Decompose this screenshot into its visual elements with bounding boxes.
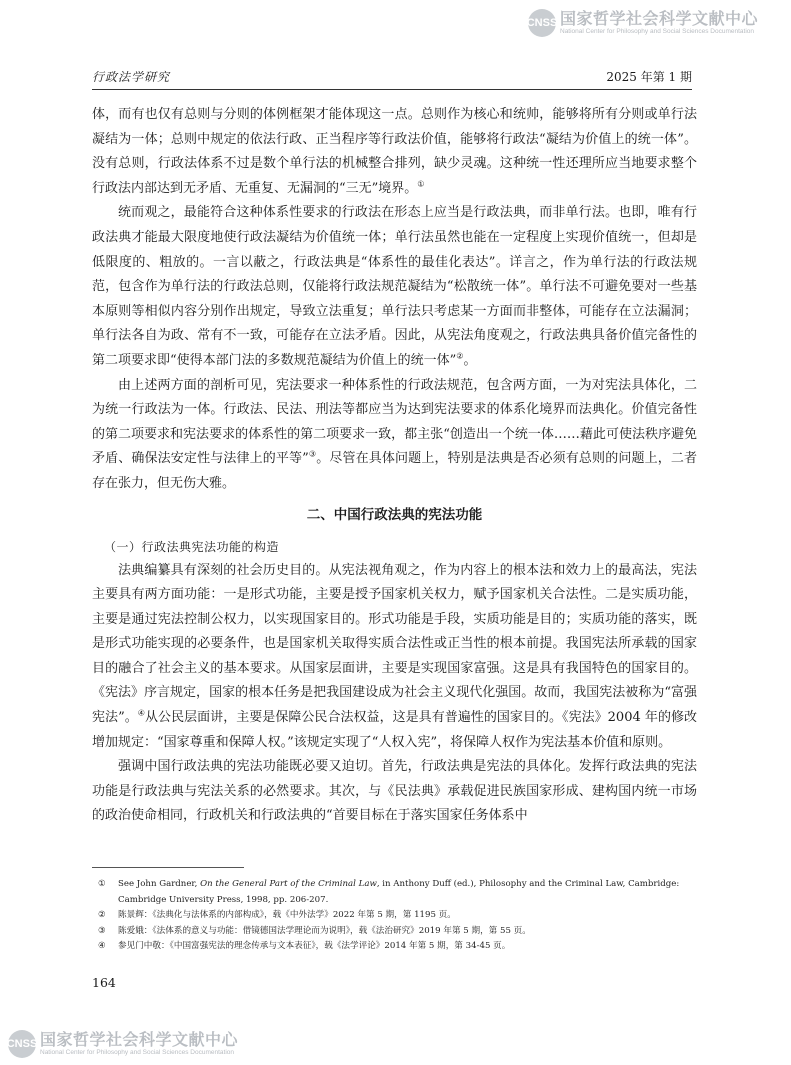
footnote-ref-2[interactable]: ② (456, 351, 464, 361)
paragraph-5: 强调中国行政法典的宪法功能既必要又迫切。首先，行政法典是宪法的具体化。发挥行政法典的宪法功能是行政法典与宪法关系的必然要求。其次，与《民法典》承载促进民族国家形成、建构国内统一市场的政治使命相同，行政机关和行政法典的“首要目标在于落实国家任务体系中 (92, 759, 697, 824)
footnote-item: ② 陈景辉：《法典化与法体系的内部构成》，载《中外法学》2022 年第 5 期，第 1195 页。 (98, 910, 456, 920)
watermark-bottom (8, 1030, 238, 1058)
paragraph-2: 统而观之，最能符合这种体系性要求的行政法在形态上应当是行政法典，而非单行法。也即，唯有行政法典才能最大限度地使行政法凝结为价值统一体；单行法虽然也能在一定程度上实现价值统一，但却是低限度的、粗放的。一言以蔽之，行政法典是“体系性的最佳化表达”。详言之，作为单行法的行政法规范，包含作为单行法的行政法总则，仅能将行政法规范凝结为“松散统一体”。单行法不可避免要对一些基本原则等相似内容分别作出规定，导致立法重复；单行法只考虑某一方面而非整体，可能存在立法漏洞；单行法各自为政、常有不一致，可能存在立法矛盾。因此，从宪法角度观之，行政法典具备价值完备性的第二项要求即“使得本部门法的多数规范凝结为价值上的统一体”②。 (92, 205, 697, 368)
paragraph-3: 由上述两方面的剖析可见，宪法要求一种体系性的行政法规范，包含两方面，一为对宪法具体化，二为统一行政法为一体。行政法、民法、刑法等都应当为达到宪法要求的体系化境界而法典化。价值完备性的第二项要求和宪法要求的体系性的第二项要求一致，都主张“创造出一个统一体……藉此可使法秩序避免矛盾、确保法安定性与法律上的平等”③。尽管在具体问题上，特别是法典是否必须有总则的问题上，二者存在张力，但无伤大雅。 (92, 377, 697, 491)
watermark-en: National Center for Philosophy and Social Sciences Documentation (560, 28, 755, 35)
watermark-en: National Center for Philosophy and Social Sciences Documentation (40, 1049, 235, 1056)
watermark-cn: 国家哲学社会科学文献中心 (40, 1030, 239, 1049)
issue-label: 2025 年第 1 期 (606, 70, 692, 84)
footnote-item: ④ 参见门中敬：《中国富强宪法的理念传承与文本表征》，载《法学评论》2014 年第 5 期，第 34-45 页。 (98, 941, 511, 951)
article-body (92, 103, 697, 829)
footnote-divider (92, 867, 244, 868)
cnss-logo-icon: CNSS (8, 1030, 36, 1058)
cnss-logo-icon: CNSS (528, 9, 556, 37)
footnote-ref-4[interactable]: ④ (137, 708, 145, 718)
section-title: 二、中国行政法典的宪法功能 (306, 506, 483, 523)
watermark-cn: 国家哲学社会科学文献中心 (560, 9, 759, 28)
footnote-item: ③ 陈爱娥：《法体系的意义与功能：借镜德国法学理论而为说明》，载《法治研究》2019 年第 5 期，第 55 页。 (98, 925, 531, 936)
footnote-ref-1[interactable]: ① (417, 179, 425, 189)
footnote-item: ① See John Gardner, On the General Part of the Criminal Law, in Anthony Duff (ed.), Philosophy and the Criminal Law, Cambridge: Cambridge University Press, 1998, pp. 206-207. (98, 879, 680, 905)
running-header (92, 68, 692, 90)
footnote-ref-3[interactable]: ③ (308, 449, 317, 459)
journal-title: 行政法学研究 (92, 70, 171, 84)
paragraph-4: 法典编纂具有深刻的社会历史目的。从宪法视角观之，作为内容上的根本法和效力上的最高法，宪法主要具有两方面功能：一是形式功能，主要是授予国家机关权力，赋予国家机关合法性。二是实质功能，主要是通过宪法控制公权力，以实现国家目的。形式功能是手段，实质功能是目的；实质功能的落实，既是形式功能实现的必要条件，也是国家机关取得实质合法性或正当性的根本前提。我国宪法所承载的国家目的融合了社会主义的基本要求。从国家层面讲，主要是实现国家富强。这是具有我国特色的国家目的。《宪法》序言规定，国家的根本任务是把我国建设成为社会主义现代化强国。故而，我国宪法被称为“富强宪法”。④从公民层面讲，主要是保障公民合法权益，这是具有普遍性的国家目的。《宪法》2004 年的修改增加规定：“国家尊重和保障人权。”该规定实现了“人权入宪”，将保障人权作为宪法基本价值和原则。 (92, 562, 698, 750)
subsection-title: （一）行政法典宪法功能的构造 (104, 539, 280, 554)
watermark-top (528, 9, 758, 37)
paragraph-1: 体，而有也仅有总则与分则的体例框架才能体现这一点。总则作为核心和统帅，能够将所有分则或单行法凝结为一体；总则中规定的依法行政、正当程序等行政法价值，能够将行政法“凝结为价值上的统一体”。没有总则，行政法体系不过是数个单行法的机械整合排列，缺少灵魂。这种统一性还理所应当地要求整个行政法内部达到无矛盾、无重复、无漏洞的“三无”境界。① (92, 107, 697, 196)
footnotes (92, 877, 697, 955)
page-number: 164 (92, 975, 116, 990)
